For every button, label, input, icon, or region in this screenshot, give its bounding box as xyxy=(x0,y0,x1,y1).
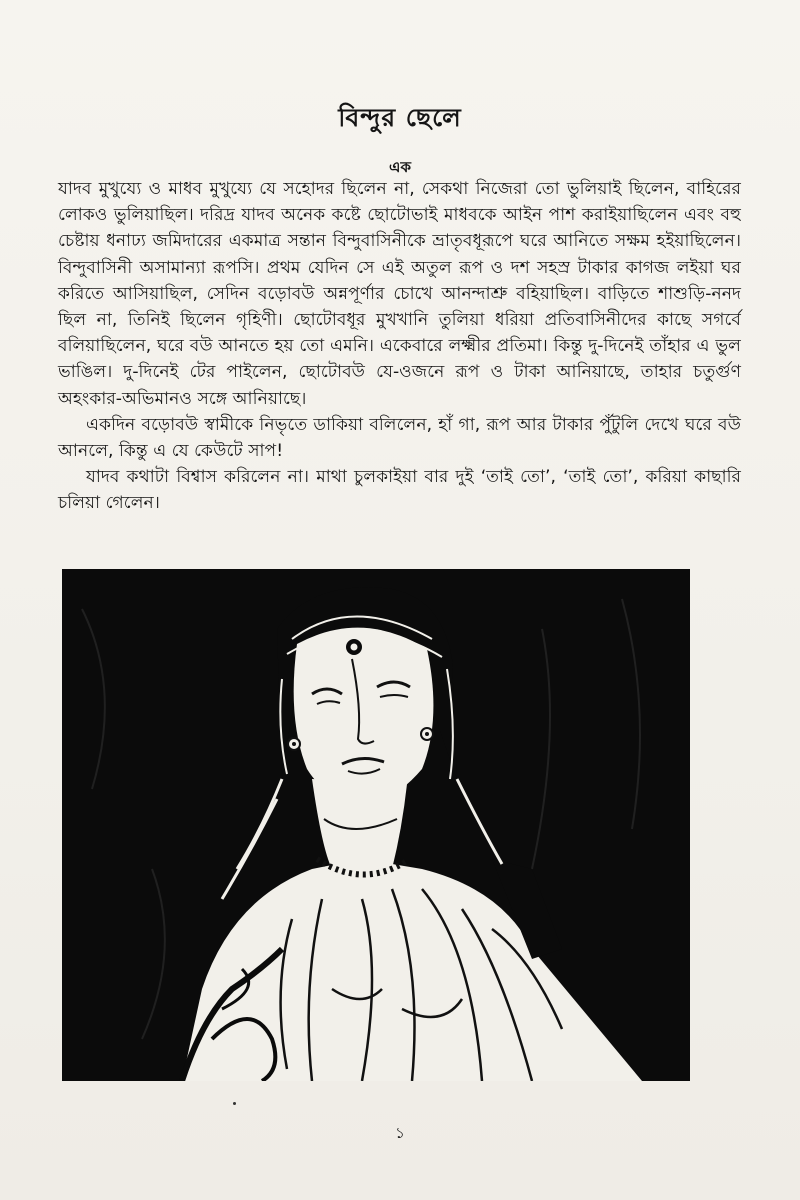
woman-portrait-illustration xyxy=(62,569,690,1081)
paragraph: যাদব মুখুয্যে ও মাধব মুখুয্যে যে সহোদর ছিলেন না, সেকথা নিজেরা তো ভুলিয়াই ছিলেন, বাহিরের লোকও ভুলিয়াছিল। দরিদ্র যাদব অনেক কষ্টে ছোটোভাই মাধবকে আইন পাশ করাইয়াছিলেন এবং বহু চেষ্টায় ধনাঢ্য জমিদারের একমাত্র সন্তান বিন্দুবাসিনীকে ভ্রাতৃবধূরূপে ঘরে আনিতে সক্ষম হইয়াছিলেন। বিন্দুবাসিনী অসামান্যা রূপসি। প্রথম যেদিন সে এই অতুল রূপ ও দশ সহস্র টাকার কাগজ লইয়া ঘর করিতে আসিয়াছিল, সেদিন বড়োবউ অন্নপূর্ণার চোখে আনন্দাশ্রু বহিয়াছিল। বাড়িতে শাশুড়ি-ননদ ছিল না, তিনিই ছিলেন গৃহিণী। ছোটোবধূর মুখখানি তুলিয়া ধরিয়া প্রতিবাসিনীদের কাছে সগর্বে বলিয়াছিলেন, ঘরে বউ আনতে হয় তো এমনি। একেবারে লক্ষ্মীর প্রতিমা। কিন্তু দু-দিনেই তাঁহার এ ভুল ভাঙিল। দু-দিনেই টের পাইলেন, ছোটোবউ যে-ওজনে রূপ ও টাকা আনিয়াছে, তাহার চতুর্গুণ অহংকার-অভিমানও সঙ্গে আনিয়াছে। xyxy=(58,179,741,409)
paragraph: একদিন বড়োবউ স্বামীকে নিভৃতে ডাকিয়া বলিলেন, হাঁ গা, রূপ আর টাকার পুঁটুলি দেখে ঘরে বউ আনলে, কিন্তু এ যে কেউটে সাপ! xyxy=(58,414,741,462)
ink-speck xyxy=(233,1102,236,1105)
story-title: বিন্দুর ছেলে xyxy=(338,103,462,132)
story-text xyxy=(58,176,741,517)
chapter-heading: এক xyxy=(389,158,411,176)
paragraph: যাদব কথাটা বিশ্বাস করিলেন না। মাথা চুলকাইয়া বার দুই ‘তাই তো’, ‘তাই তো’, করিয়া কাছারি চলিয়া গেলেন। xyxy=(58,467,741,514)
portrait-drawing xyxy=(62,569,690,1081)
page-number: ১ xyxy=(395,1124,405,1142)
